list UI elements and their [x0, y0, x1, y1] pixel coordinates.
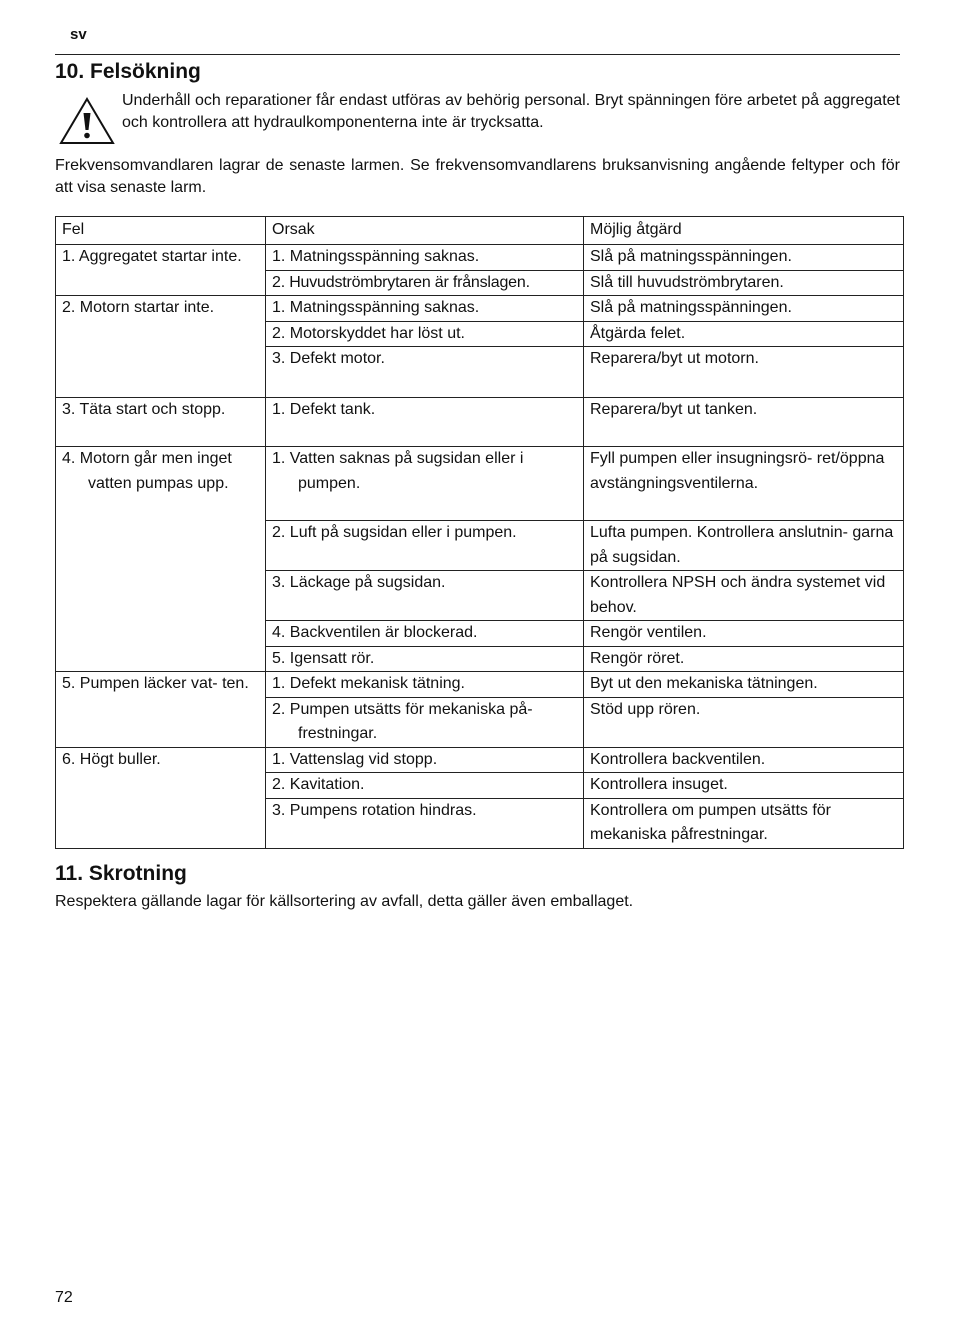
table-row	[56, 672, 904, 698]
cause-cell	[266, 398, 584, 447]
fault-cell	[56, 398, 266, 447]
fault-cell	[56, 672, 266, 748]
fault-cell	[56, 747, 266, 848]
troubleshooting-table	[55, 216, 904, 849]
action-cell: Byt ut den mekaniska tätningen.	[584, 672, 904, 698]
action-cell: Slå till huvudströmbrytaren.	[584, 270, 904, 296]
cause-text: 3. Läckage på sugsidan.	[272, 574, 446, 591]
cause-cell	[266, 697, 584, 747]
action-cell: Lufta pumpen. Kontrollera anslutnin- garna på sugsidan.	[584, 521, 904, 571]
action-cell: Kontrollera om pumpen utsätts för mekaniska påfrestningar.	[584, 798, 904, 848]
cause-text: 2. Motorskyddet har löst ut.	[272, 324, 465, 342]
cause-cell	[266, 321, 584, 347]
cause-text: 3. Defekt motor.	[272, 350, 385, 367]
table-row	[56, 245, 904, 271]
cause-text: 1. Vatten saknas på sugsidan eller i pumpen.	[272, 450, 524, 492]
cause-cell	[266, 773, 584, 799]
cause-cell	[266, 245, 584, 271]
intro-paragraph: Frekvensomvandlaren lagrar de senaste larmen. Se frekvensomvandlarens bruksanvisning angående feltyper och för att visa senaste larm.	[55, 157, 900, 196]
cause-cell	[266, 747, 584, 773]
cause-text: 1. Vattenslag vid stopp.	[272, 750, 438, 768]
cause-cell	[266, 347, 584, 398]
section-11-title: 11. Skrotning	[55, 862, 187, 885]
cause-text: 2. Huvudströmbrytaren är frånslagen.	[272, 273, 530, 291]
cause-text: 1. Matningsspänning saknas.	[272, 299, 480, 316]
fault-text: 3. Täta start och stopp.	[62, 401, 226, 418]
fault-text: 4. Motorn går men inget vatten pumpas upp.	[62, 450, 232, 492]
cause-text: 1. Matningsspänning saknas.	[272, 248, 480, 265]
table-row	[56, 296, 904, 322]
cause-text: 3. Pumpens rotation hindras.	[272, 801, 477, 819]
action-cell: Rengör röret.	[584, 646, 904, 672]
fault-text: 5. Pumpen läcker vat- ten.	[62, 675, 249, 692]
language-code: sv	[70, 26, 87, 43]
cause-text: 2. Kavitation.	[272, 776, 365, 793]
action-cell: Reparera/byt ut tanken.	[584, 398, 904, 447]
header-fault: Fel	[56, 217, 266, 245]
cause-text: 2. Pumpen utsätts för mekaniska på- frestningar.	[272, 700, 533, 742]
disposal-paragraph: Respektera gällande lagar för källsortering av avfall, detta gäller även emballaget.	[55, 893, 634, 910]
action-cell: Stöd upp rören.	[584, 697, 904, 747]
table-row	[56, 398, 904, 447]
action-cell: Kontrollera insuget.	[584, 773, 904, 799]
cause-cell	[266, 270, 584, 296]
fault-text: 1. Aggregatet startar inte.	[62, 248, 242, 265]
action-cell: Kontrollera NPSH och ändra systemet vid behov.	[584, 571, 904, 621]
fault-cell	[56, 245, 266, 296]
warning-triangle-icon	[58, 96, 116, 146]
header-cause: Orsak	[266, 217, 584, 245]
action-cell: Kontrollera backventilen.	[584, 747, 904, 773]
fault-cell	[56, 296, 266, 398]
fault-cell	[56, 447, 266, 672]
action-cell: Rengör ventilen.	[584, 621, 904, 647]
cause-text: 2. Luft på sugsidan eller i pumpen.	[272, 524, 517, 541]
fault-text: 2. Motorn startar inte.	[62, 299, 215, 316]
header-rule	[55, 54, 900, 55]
cause-cell	[266, 621, 584, 647]
section-10-title: 10. Felsökning	[55, 60, 201, 83]
safety-warning-text: Underhåll och reparationer får endast utföras av behörig personal. Bryt spänningen före arbetet på aggregatet och kontrollera att hydraulkomponenterna inte är trycksatta.	[122, 92, 900, 131]
cause-cell	[266, 447, 584, 521]
header-action: Möjlig åtgärd	[584, 217, 904, 245]
action-cell: Reparera/byt ut motorn.	[584, 347, 904, 398]
cause-cell	[266, 672, 584, 698]
cause-cell	[266, 521, 584, 571]
cause-text: 5. Igensatt rör.	[272, 649, 375, 667]
cause-cell	[266, 571, 584, 621]
action-cell: Fyll pumpen eller insugningsrö- ret/öppna avstängningsventilerna.	[584, 447, 904, 521]
cause-text: 1. Defekt mekanisk tätning.	[272, 675, 465, 692]
cause-cell	[266, 798, 584, 848]
table-header-row	[56, 217, 904, 245]
cause-text: 1. Defekt tank.	[272, 401, 376, 418]
cause-cell	[266, 646, 584, 672]
action-cell: Slå på matningsspänningen.	[584, 296, 904, 322]
fault-text: 6. Högt buller.	[62, 750, 161, 768]
cause-text: 4. Backventilen är blockerad.	[272, 624, 478, 641]
page-number: 72	[55, 1289, 73, 1306]
table-row	[56, 447, 904, 521]
cause-cell	[266, 296, 584, 322]
action-cell: Åtgärda felet.	[584, 321, 904, 347]
action-cell: Slå på matningsspänningen.	[584, 245, 904, 271]
table-row	[56, 747, 904, 773]
